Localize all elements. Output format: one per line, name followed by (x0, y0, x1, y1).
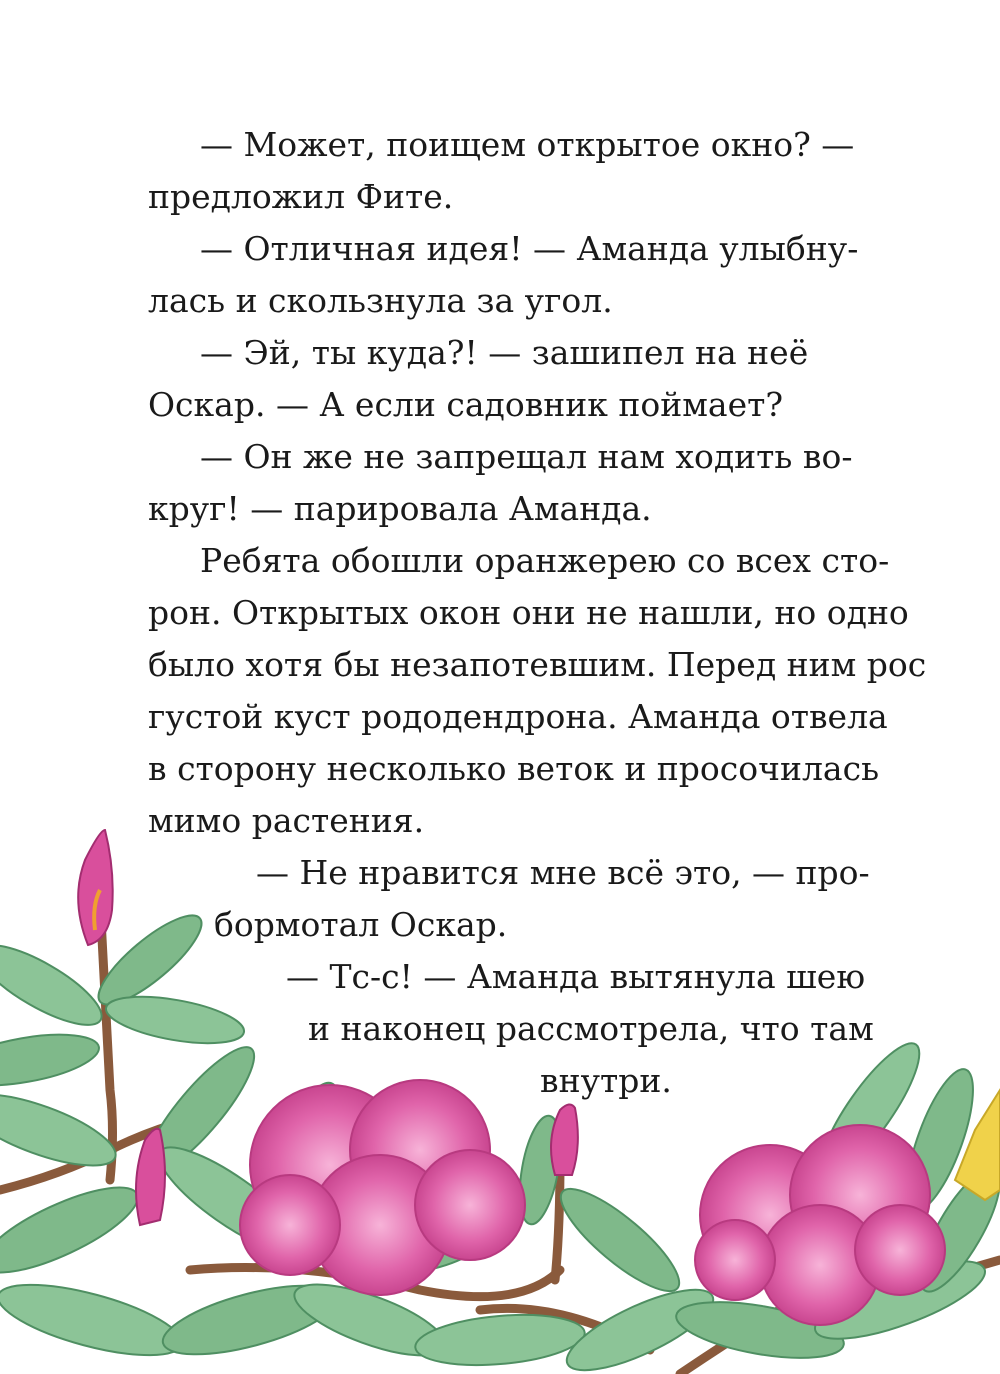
text-line: — Эй, ты куда?! — зашипел на неё (200, 333, 809, 372)
text-line: рон. Открытых окон они не нашли, но одно (148, 593, 909, 632)
text-line: предложил Фите. (148, 177, 454, 216)
text-line: круг! — парировала Аманда. (148, 489, 652, 528)
text-line: густой куст рододендрона. Аманда отвела (148, 697, 888, 736)
text-line: — Он же не запрещал нам ходить во- (200, 437, 853, 476)
text-line: — Отличная идея! — Аманда улыбну- (200, 229, 859, 268)
text-line: было хотя бы незапотевшим. Перед ним рос (148, 645, 927, 684)
text-line: Оскар. — А если садовник поймает? (148, 385, 784, 424)
text-line: бормотал Оскар. (214, 905, 508, 944)
text-line: и наконец рассмотрела, что там (308, 1009, 874, 1048)
text-line: — Может, поищем открытое окно? — (200, 125, 855, 164)
text-line: в сторону несколько веток и просочилась (148, 749, 880, 788)
text-line: Ребята обошли оранжерею со всех сто- (200, 541, 890, 580)
text-line: — Не нравится мне всё это, — про- (256, 853, 870, 892)
text-line: внутри. (540, 1061, 672, 1100)
text-line: мимо растения. (148, 801, 425, 840)
text-line: лась и скользнула за угол. (148, 281, 613, 320)
text-line: — Тс-с! — Аманда вытянула шею (286, 957, 866, 996)
